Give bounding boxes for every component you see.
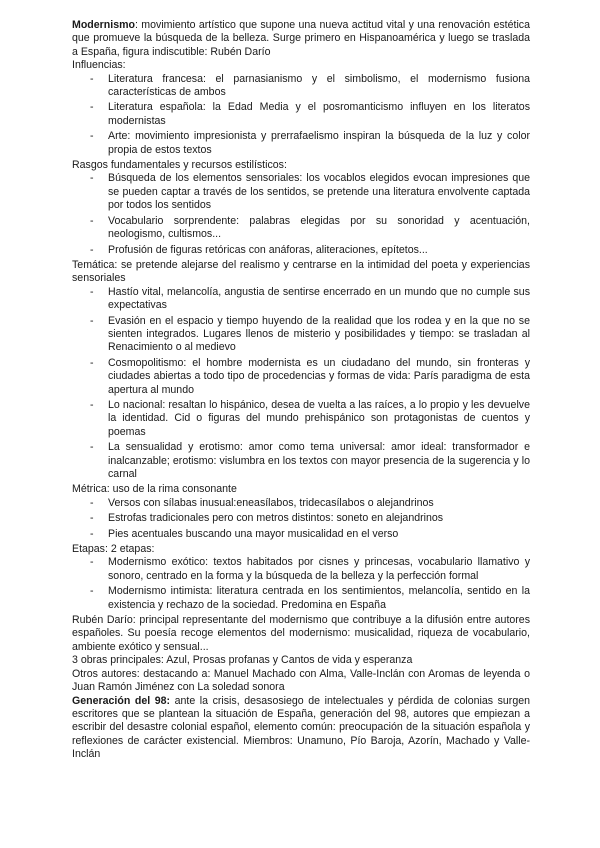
ruben-dario-paragraph: Rubén Darío: principal representante del modernismo que contribuye a la difusión entre autores españoles. Su poesía recoge elementos del modernismo: musicalidad, riqueza de vocabulario, ambiente exótico y sensual... xyxy=(72,614,530,653)
list-item: - Estrofas tradicionales pero con metros distintos: soneto en alejandrinos xyxy=(72,512,530,525)
list-item: - Vocabulario sorprendente: palabras elegidas por su sonoridad y acentuación, neologismo, cultismos... xyxy=(72,215,530,242)
list-item: - Arte: movimiento impresionista y prerrafaelismo inspiran la búsqueda de la luz y color propia de estos textos xyxy=(72,130,530,157)
list-item: - Modernismo intimista: literatura centrada en los sentimientos, melancolía, sentido en la existencia y rechazo de la sociedad. Predomina en España xyxy=(72,585,530,612)
influencias-list xyxy=(72,73,530,157)
list-item: - Pies acentuales buscando una mayor musicalidad en el verso xyxy=(72,528,530,541)
generacion-98-paragraph xyxy=(72,695,530,762)
metrica-list xyxy=(72,497,530,541)
list-item: - Cosmopolitismo: el hombre modernista es un ciudadano del mundo, sin fronteras y ciudades abiertas a todo tipo de procedencias y formas de vida: París paradigma de esta apertura al mundo xyxy=(72,357,530,397)
modernismo-intro: : movimiento artístico que supone una nueva actitud vital y una renovación estética que promueve la búsqueda de la belleza. Surge primero en Hispanoamérica y luego se traslada a España, figura indiscutible: Rubén Darío xyxy=(72,19,530,58)
influencias-heading: Influencias: xyxy=(72,59,126,72)
tematica-heading: Temática: se pretende alejarse del realismo y centrarse en la intimidad del poeta y experiencias sensoriales xyxy=(72,258,530,285)
list-item: - Evasión en el espacio y tiempo huyendo de la realidad que los rodea y en la que no se sienten integrados. Lugares llenos de misterio y posibilidades y tiempo: se trasladan al Renacimiento o al medievo xyxy=(72,315,530,355)
etapas-list xyxy=(72,556,530,612)
rasgos-heading: Rasgos fundamentales y recursos estilísticos: xyxy=(72,159,287,172)
etapas-heading: Etapas: 2 etapas: xyxy=(72,543,155,556)
list-item: - Profusión de figuras retóricas con anáforas, aliteraciones, epítetos... xyxy=(72,244,530,257)
list-item: - Versos con sílabas inusual:eneasílabos, tridecasílabos o alejandrinos xyxy=(72,497,530,510)
list-item: - Búsqueda de los elementos sensoriales: los vocablos elegidos evocan impresiones que se pueden captar a través de los sentidos, se pretende una literatura envolvente captada por todos los sentidos xyxy=(72,172,530,212)
list-item: - Literatura francesa: el parnasianismo y el simbolismo, el modernismo fusiona características de ambos xyxy=(72,73,530,100)
list-item: - Lo nacional: resaltan lo hispánico, desea de vuelta a las raíces, a lo propio y les devuelve la identidad. Cid o figuras del mundo prehispánico son protagonistas de cuentos y poemas xyxy=(72,399,530,439)
modernismo-paragraph xyxy=(72,19,530,59)
generacion-text: ante la crisis, desasosiego de intelectuales y pérdida de colonias surgen escritores que se plantean la situación de España, generación del 98, autores que empiezan a escribir del desastre colonial español, elemento común: preocupación de la situación española y reflexiones de carácter existencial. Miembros: Unamuno, Pío Baroja, Azorín, Machado y Valle-Inclán xyxy=(72,694,530,761)
metrica-heading: Métrica: uso de la rima consonante xyxy=(72,483,237,496)
otros-autores-paragraph: Otros autores: destacando a: Manuel Machado con Alma, Valle-Inclán con Aromas de leyenda o Juan Ramón Jiménez con La soledad sonora xyxy=(72,667,530,694)
generacion-term: Generación del 98: xyxy=(72,694,171,707)
obras-paragraph: 3 obras principales: Azul, Prosas profanas y Cantos de vida y esperanza xyxy=(72,654,413,667)
list-item: - Hastío vital, melancolía, angustia de sentirse encerrado en un mundo que no cumple sus expectativas xyxy=(72,286,530,313)
modernismo-term: Modernismo xyxy=(72,19,135,31)
rasgos-list xyxy=(72,172,530,256)
list-item: - Literatura española: la Edad Media y el posromanticismo influyen en los literatos modernistas xyxy=(72,101,530,128)
list-item: - La sensualidad y erotismo: amor como tema universal: amor ideal: transformador e inalcanzable; erotismo: vislumbra en los textos con mayor presencia de la sugerencia y lo carnal xyxy=(72,441,530,481)
list-item: - Modernismo exótico: textos habitados por cisnes y princesas, vocabulario llamativo y sonoro, centrado en la forma y la búsqueda de la belleza y la perfección formal xyxy=(72,556,530,583)
tematica-list xyxy=(72,286,530,482)
